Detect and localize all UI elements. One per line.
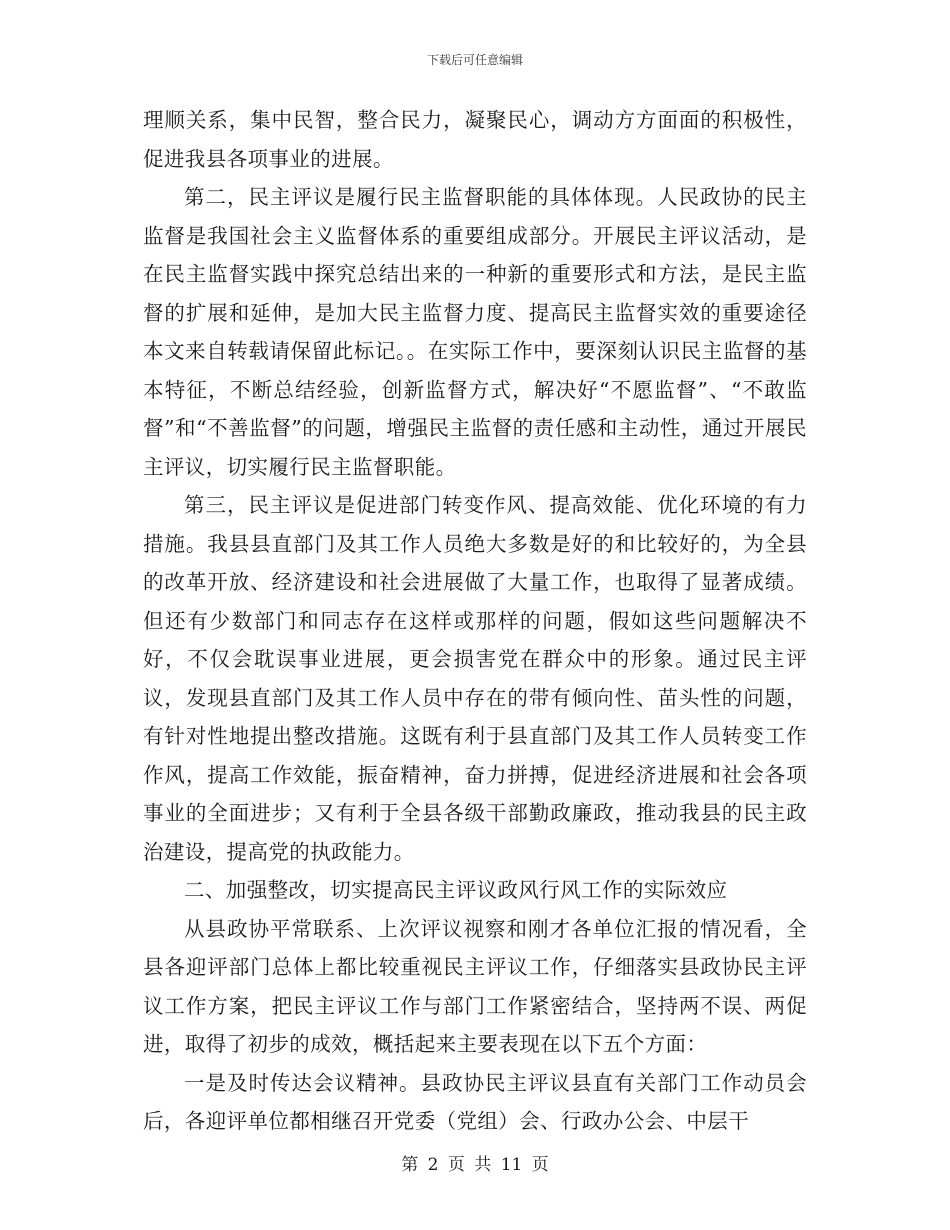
page-header-note: 下载后可任意编辑 (426, 53, 523, 67)
paragraph-1: 理顺关系，集中民智，整合民力，凝聚民心，调动方方面面的积极性，促进我县各项事业的进展。 (143, 108, 807, 171)
paragraph-3: 第三，民主评议是促进部门转变作风、提高效能、优化环境的有力措施。我县县直部门及其工作人员绝大多数是好的和比较好的，为全县的改革开放、经济建设和社会进展做了大量工作，也取得了显著成绩。但还有少数部门和同志存在这样或那样的问题，假如这些问题解决不好，不仅会耽误事业进展，更会损害党在群众中的形象。通过民主评议，发现县直部门及其工作人员中存在的带有倾向性、苗头性的问题，有针对性地提出整改措施。这既有利于县直部门及其工作人员转变工作作风，提高工作效能，振奋精神，奋力拼搏，促进经济进展和社会各项事业的全面进步；又有利于全县各级干部勤政廉政，推动我县的民主政治建设，提高党的执政能力。 (143, 493, 807, 864)
section-heading: 二、加强整改，切实提高民主评议政风行风工作的实际效应 (184, 878, 728, 902)
paragraph-5: 一是及时传达会议精神。县政协民主评议县直有关部门工作动员会后，各迎评单位都相继召开党委（党组）会、行政办公会、中层干 (143, 1070, 807, 1133)
paragraph-4: 从县政协平常联系、上次评议视察和刚才各单位汇报的情况看，全县各迎评部门总体上都比较重视民主评议工作，仔细落实县政协民主评议工作方案，把民主评议工作与部门工作紧密结合，坚持两不误、两促进，取得了初步的成效，概括起来主要表现在以下五个方面： (143, 916, 807, 1056)
document-body (143, 101, 807, 1141)
page-number-footer: 第 2 页 共 11 页 (401, 1155, 549, 1175)
paragraph-2: 第二，民主评议是履行民主监督职能的具体体现。人民政协的民主监督是我国社会主义监督体系的重要组成部分。开展民主评议活动，是在民主监督实践中探究总结出来的一种新的重要形式和方法，是民主监督的扩展和延伸，是加大民主监督力度、提高民主监督实效的重要途径本文来自转载请保留此标记。。在实际工作中，要深刻认识民主监督的基本特征，不断总结经验，创新监督方式，解决好“不愿监督”、“不敢监督”和“不善监督”的问题，增强民主监督的责任感和主动性，通过开展民主评议，切实履行民主监督职能。 (143, 185, 807, 479)
